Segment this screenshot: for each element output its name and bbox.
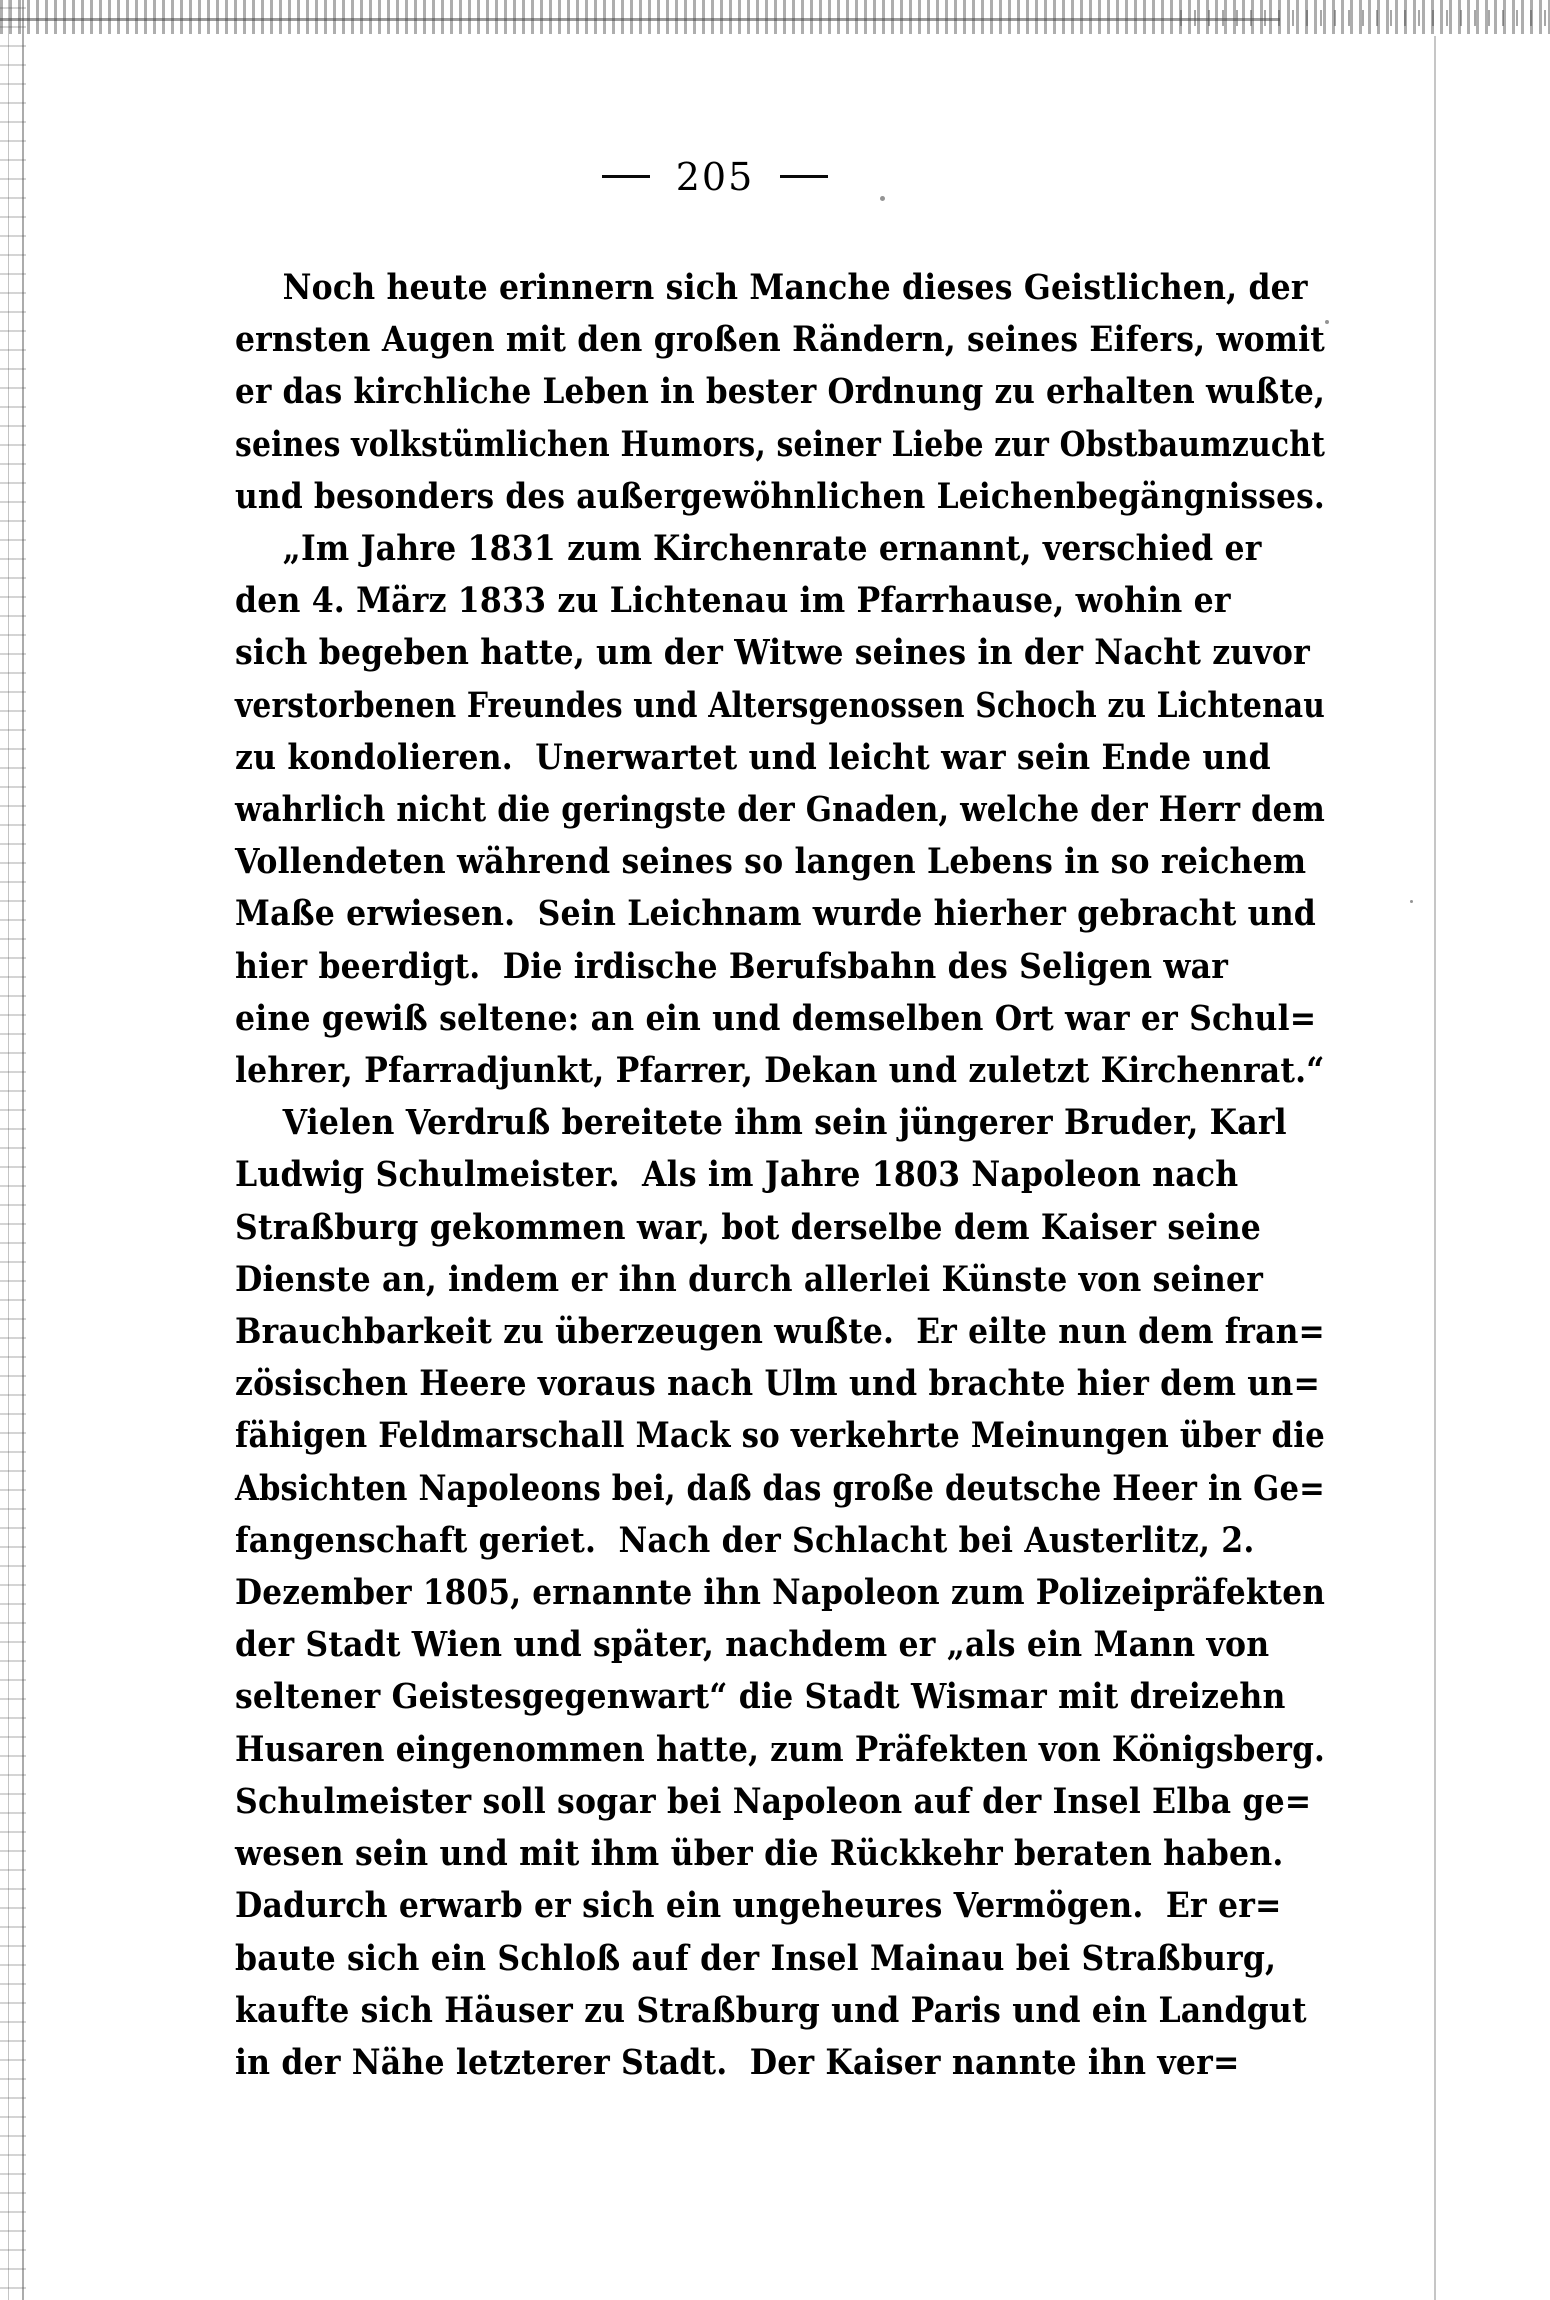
text-line: Dezember 1805, ernannte ihn Napoleon zum Polizeipräfekten [235,1572,1326,1614]
paragraph-1 [235,262,1325,523]
text-line: hier beerdigt. Die irdische Berufsbahn des Seligen war [235,945,1229,987]
text-line: Brauchbarkeit zu überzeugen wußte. Er eilte nun dem fran= [235,1311,1325,1353]
text-line: seines volkstümlichen Humors, seiner Liebe zur Obstbaumzucht [235,423,1326,465]
text-line: eine gewiß seltene: an ein und demselben Ort war er Schul= [235,997,1317,1039]
text-line: Straßburg gekommen war, bot derselbe dem Kaiser seine [235,1206,1262,1248]
text-line: kaufte sich Häuser zu Straßburg und Paris und ein Landgut [235,1989,1307,2031]
text-line: Noch heute erinnern sich Manche dieses Geistlichen, der [235,267,1308,308]
text-line: Maße erwiesen. Sein Leichnam wurde hierher gebracht und [235,893,1317,935]
folio-rule-left [602,175,650,178]
text-line: wahrlich nicht die geringste der Gnaden, welche der Herr dem [235,789,1326,831]
page-number: 205 [675,155,755,199]
text-line: Vielen Verdruß bereitete ihm sein jüngerer Bruder, Karl [235,1102,1287,1144]
text-line: wesen sein und mit ihm über die Rückkehr beraten haben. [235,1833,1284,1875]
folio-rule-right [780,175,828,178]
text-line: Absichten Napoleons bei, daß das große deutsche Heer in Ge= [235,1467,1325,1509]
paragraph-2 [235,523,1325,1097]
text-line: verstorbenen Freundes und Altersgenossen Schoch zu Lichtenau [235,684,1326,726]
text-line: in der Nähe letzterer Stadt. Der Kaiser nannte ihn ver= [235,2041,1240,2083]
text-line: und besonders des außergewöhnlichen Leichenbegängnisses. [235,475,1325,517]
text-line: ernsten Augen mit den großen Rändern, seines Eifers, womit [235,319,1325,361]
text-line: fähigen Feldmarschall Mack so verkehrte Meinungen über die [235,1415,1325,1457]
text-line: Vollendeten während seines so langen Lebens in so reichem [235,841,1307,883]
text-line: „Im Jahre 1831 zum Kirchenrate ernannt, verschied er [235,528,1262,570]
text-line: den 4. März 1833 zu Lichtenau im Pfarrhause, wohin er [235,580,1231,622]
text-line: Dienste an, indem er ihn durch allerlei Künste von seiner [235,1258,1264,1300]
text-line: baute sich ein Schloß auf der Insel Mainau bei Straßburg, [235,1937,1277,1979]
text-line: Schulmeister soll sogar bei Napoleon auf der Insel Elba ge= [235,1780,1312,1822]
page-folio [0,155,1430,199]
text-line: Dadurch erwarb er sich ein ungeheures Vermögen. Er er= [235,1885,1282,1927]
body-text [235,262,1325,2089]
text-line: sich begeben hatte, um der Witwe seines in der Nacht zuvor [235,632,1310,674]
text-line: er das kirchliche Leben in bester Ordnung zu erhalten wußte, [235,371,1325,413]
text-line: zu kondolieren. Unerwartet und leicht war sein Ende und [235,736,1271,778]
text-line: fangenschaft geriet. Nach der Schlacht bei Austerlitz, 2. [235,1519,1255,1561]
text-line: zösischen Heere voraus nach Ulm und brachte hier dem un= [235,1363,1321,1405]
text-line: Husaren eingenommen hatte, zum Präfekten von Königsberg. [235,1728,1326,1770]
text-line: der Stadt Wien und später, nachdem er „als ein Mann von [235,1624,1270,1666]
text-line: lehrer, Pfarradjunkt, Pfarrer, Dekan und zuletzt Kirchenrat.“ [235,1050,1325,1092]
paragraph-3 [235,1097,1325,2089]
text-line: seltener Geistesgegenwart“ die Stadt Wismar mit dreizehn [235,1676,1286,1718]
text-line: Ludwig Schulmeister. Als im Jahre 1803 Napoleon nach [235,1154,1239,1196]
